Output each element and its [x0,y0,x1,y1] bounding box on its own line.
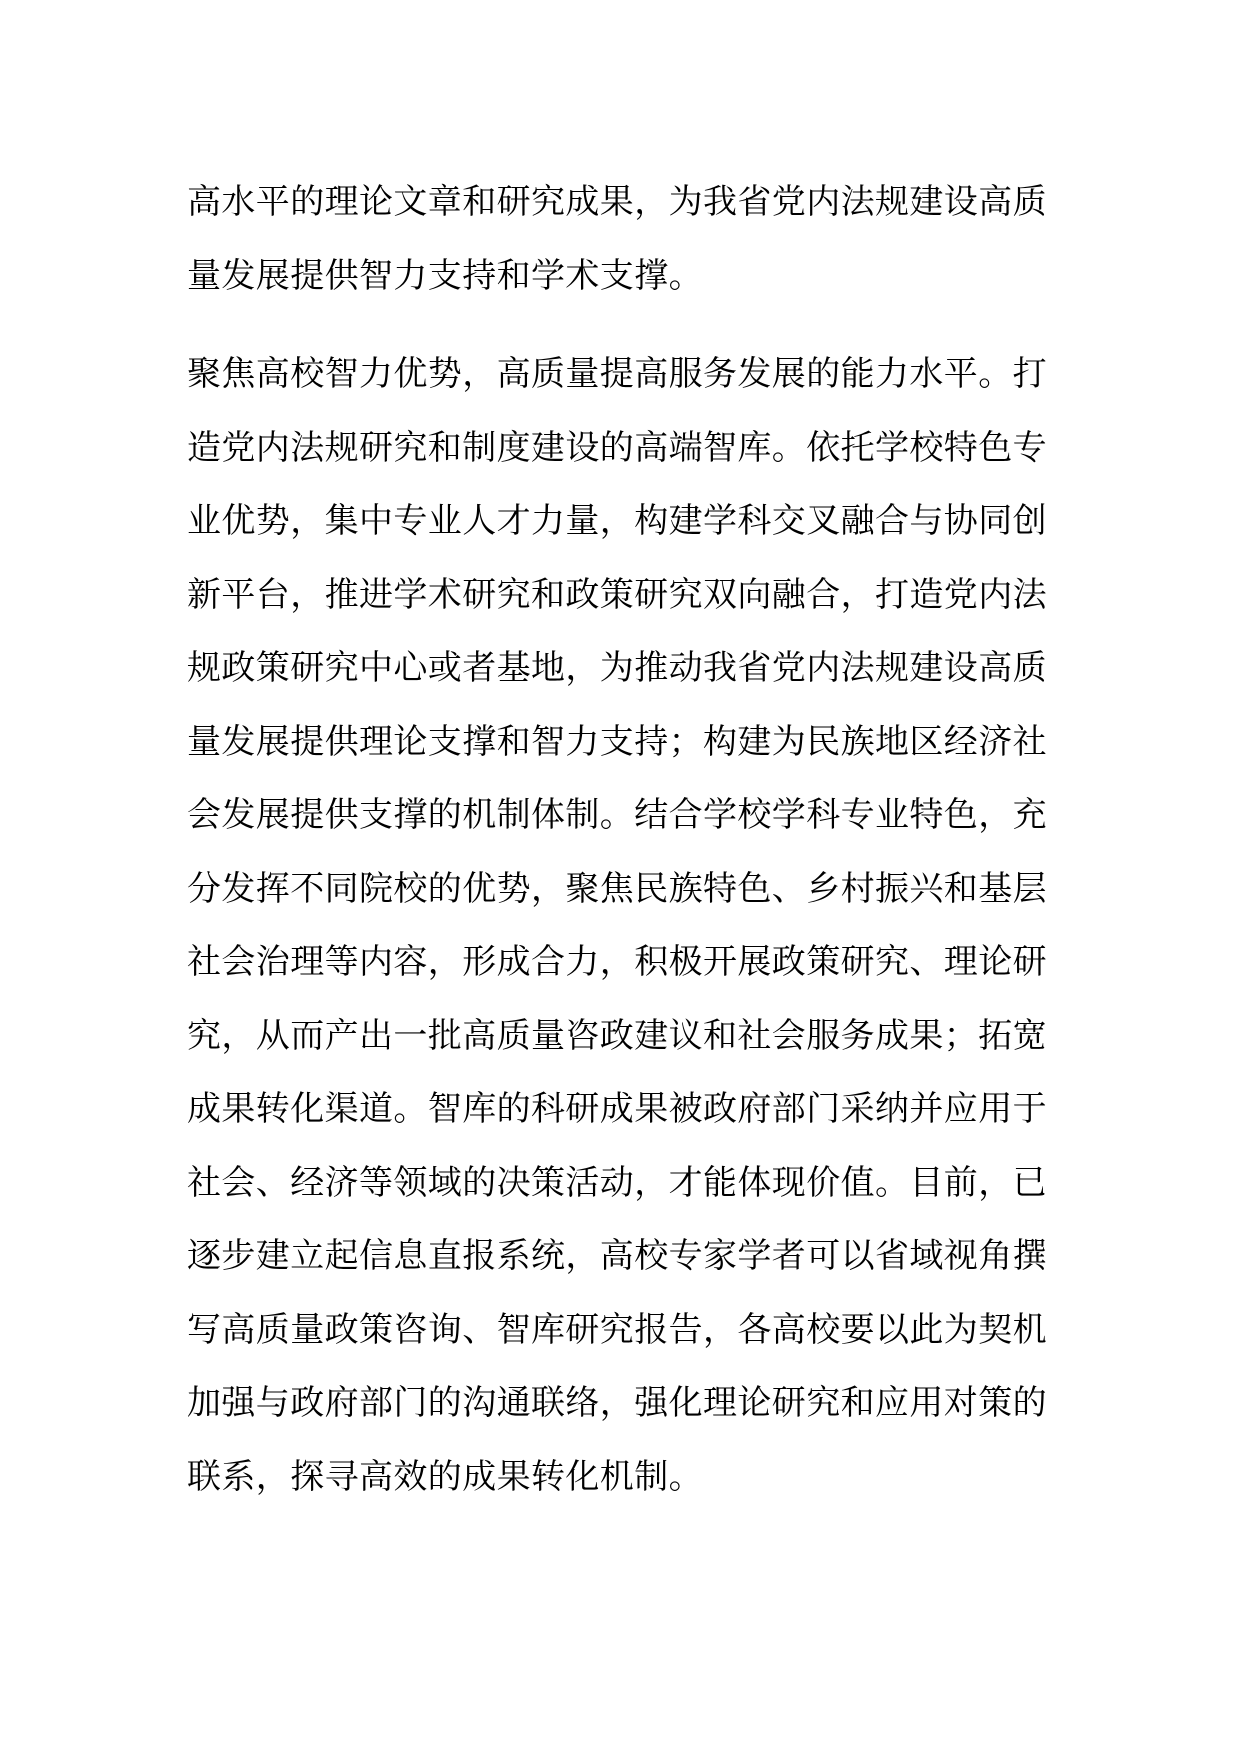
paragraph-line: 社会、经济等领域的决策活动，才能体现价值。目前，已 [187,1162,1047,1203]
paragraph-line: 造党内法规研究和制度建设的高端智库。依托学校特色专 [187,427,1047,468]
paragraph-line: 联系，探寻高效的成果转化机制。 [187,1456,703,1497]
paragraph-line: 成果转化渠道。智库的科研成果被政府部门采纳并应用于 [187,1089,1047,1129]
paragraph-line: 分发挥不同院校的优势，聚焦民族特色、乡村振兴和基层 [187,868,1047,909]
paragraph-line: 新平台，推进学术研究和政策研究双向融合，打造党内法 [187,574,1047,615]
paragraph-line: 规政策研究中心或者基地，为推动我省党内法规建设高质 [187,648,1047,688]
paragraph-line: 究，从而产出一批高质量咨政建议和社会服务成果；拓宽 [187,1015,1047,1056]
paragraph-2 [187,338,1067,1514]
paragraph-line: 聚焦高校智力优势，高质量提高服务发展的能力水平。打 [187,354,1047,394]
paragraph-line: 量发展提供智力支持和学术支撑。 [187,255,703,296]
paragraph-line: 社会治理等内容，形成合力，积极开展政策研究、理论研 [187,942,1047,982]
paragraph-line: 量发展提供理论支撑和智力支持；构建为民族地区经济社 [187,721,1047,762]
paragraph-line: 高水平的理论文章和研究成果，为我省党内法规建设高质 [187,182,1047,222]
paragraph-line: 会发展提供支撑的机制体制。结合学校学科专业特色，充 [187,795,1047,835]
paragraph-line: 写高质量政策咨询、智库研究报告，各高校要以此为契机 [187,1309,1047,1350]
paragraph-line: 逐步建立起信息直报系统，高校专家学者可以省域视角撰 [187,1236,1047,1276]
paragraph-line: 业优势，集中专业人才力量，构建学科交叉融合与协同创 [187,501,1047,541]
paragraph-line: 加强与政府部门的沟通联络，强化理论研究和应用对策的 [187,1383,1047,1423]
paragraph-1 [187,166,1067,313]
